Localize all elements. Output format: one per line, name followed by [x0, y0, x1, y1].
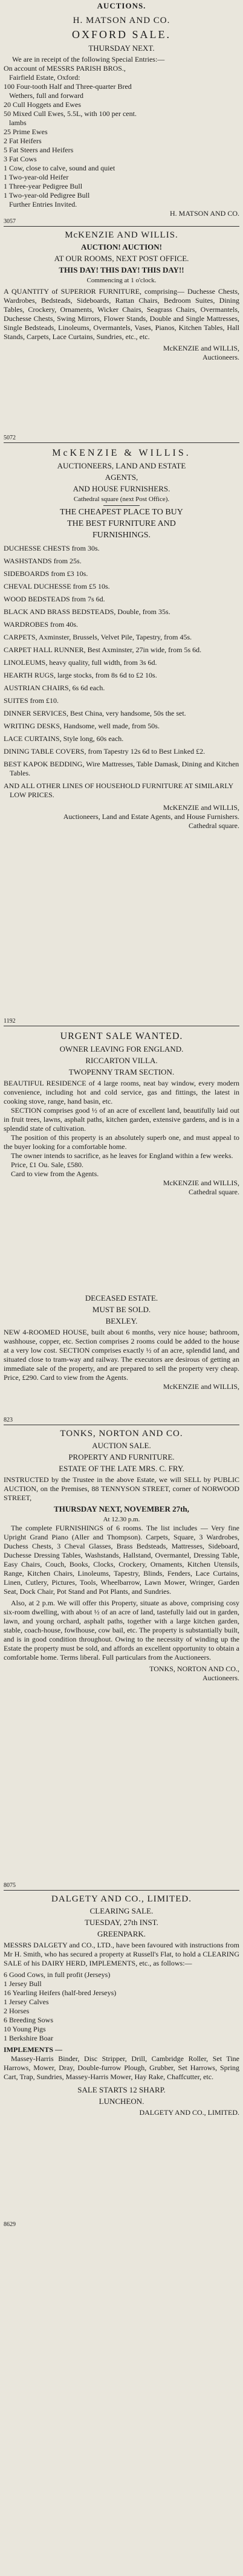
mckenzie-price-item: LINOLEUMS, heavy quality, full width, from 3s 6d. — [4, 658, 157, 667]
dalgety-ref: 8629 — [4, 2221, 16, 2228]
matson-entry-line: 5 Fat Steers and Heifers — [4, 146, 74, 154]
mckenzie-signature-name: McKENZIE and WILLIS, — [163, 344, 239, 352]
dalgety-stock-item: 6 Breeding Sows — [4, 2016, 53, 2024]
urgent-signature-2: Cathedral square. — [189, 1188, 239, 1196]
mckenzie-time: Commencing at 1 o'clock. — [86, 277, 157, 284]
tonks-body-3: Also, at 2 p.m. We will offer this Property, situate as above, comprising cosy six-room dwelling, with about ½ of an acre of land, tastefully laid out in garden, lawn, and young orchard, asphalt paths, together with a large kitchen garden, stable, coach-house, fowlhouse, cow bail, etc. The property is substantially built, and is in good condition throughout. Owing to the necessity of winding up the Estate the property must be sold, and affords an excellent opportunity to obtain a comfortable home. Terms liberal. Full particulars from the Auctioneers. — [4, 1599, 239, 1662]
matson-entry-line: Wethers, full and forward — [4, 91, 83, 100]
dalgety-heading: CLEARING SALE. — [89, 1906, 154, 1915]
mckenzie-auction-advert — [4, 227, 239, 443]
dalgety-signature: DALGETY AND CO., LIMITED. — [139, 2108, 239, 2117]
urgent-sale-advert — [4, 1026, 239, 1289]
matson-entry-line: Fairfield Estate, Oxford: — [4, 73, 80, 82]
matson-entry-line: 25 Prime Ewes — [4, 128, 48, 136]
mckenzie-furnishers-ref: 1192 — [4, 1018, 16, 1024]
tonks-ref: 8075 — [4, 1882, 16, 1889]
urgent-heading: URGENT SALE WANTED. — [60, 1031, 183, 1041]
matson-entry-line: 20 Cull Hoggets and Ewes — [4, 100, 81, 109]
matson-entry-list — [4, 64, 239, 209]
mckenzie-price-item: WRITING DESKS, Handsome, well made, from 50s. — [4, 722, 160, 730]
dalgety-luncheon: LUNCHEON. — [99, 2097, 144, 2106]
dalgety-stock-list — [4, 1970, 239, 2043]
matson-entry-line: 3 Fat Cows — [4, 155, 37, 163]
mckenzie-headline-3: FURNISHINGS. — [92, 531, 151, 540]
matson-title: OXFORD SALE. — [71, 28, 171, 40]
matson-entry-line: 1 Two-year-old Heifer — [4, 173, 69, 181]
mckenzie-price-item: SIDEBOARDS from £3 10s. — [4, 569, 88, 578]
urgent-body-4: The owner intends to sacrifice, as he leaves for England within a few weeks. — [11, 1151, 233, 1160]
mckenzie-furnishers-signature-2: Auctioneers, Land and Estate Agents, and House Furnishers. — [63, 812, 239, 821]
dalgety-advert — [4, 1891, 239, 2229]
mckenzie-price-item: HEARTH RUGS, large stocks, from 8s 6d to £2 10s. — [4, 671, 157, 679]
tonks-signature-2: Auctioneers. — [202, 1674, 239, 1682]
tonks-heading-3: ESTATE OF THE LATE MRS. C. FRY. — [59, 1464, 184, 1473]
urgent-tram: TWOPENNY TRAM SECTION. — [68, 1067, 175, 1076]
dalgety-start: SALE STARTS 12 SHARP. — [77, 2085, 166, 2094]
mckenzie-sub1: AUCTIONEERS, LAND AND ESTATE — [57, 461, 186, 470]
mckenzie-headline-2: THE BEST FURNITURE AND — [67, 519, 176, 528]
mckenzie-furnishers-advert — [4, 443, 239, 1026]
deceased-heading-1: DECEASED ESTATE. — [85, 1293, 158, 1303]
mckenzie-price-item: WASHSTANDS from 25s. — [4, 557, 82, 565]
matson-entry-line: 50 Mixed Cull Ewes, 5.5L, with 100 per cent. — [4, 109, 137, 118]
mckenzie-furnishers-signature-1: McKENZIE and WILLIS, — [163, 803, 239, 812]
dalgety-day: TUESDAY, 27th INST. — [85, 1918, 158, 1927]
mckenzie-furnishers-signature-3: Cathedral square. — [189, 821, 239, 830]
deceased-heading-2: MUST BE SOLD. — [92, 1305, 151, 1314]
tonks-body-1: INSTRUCTED by the Trustee in the above Estate, we will SELL by PUBLIC AUCTION, on the Premises, 88 TENNYSON STREET, corner of NORWOOD STREET, — [4, 1475, 239, 1502]
urgent-body-1: BEAUTIFUL RESIDENCE of 4 large rooms, neat bay window, every modern convenience, including hot and cold service, gas and fittings, the latest in cooking stove, range, hand basin, etc. — [4, 1079, 239, 1105]
mckenzie-price-item: AUSTRIAN CHAIRS, 6s 6d each. — [4, 684, 105, 692]
mckenzie-signature-title: Auctioneers. — [202, 353, 239, 361]
tonks-firm: TONKS, NORTON AND CO. — [60, 1429, 183, 1438]
dalgety-stock-item: 2 Horses — [4, 2007, 30, 2015]
urgent-owner: OWNER LEAVING FOR ENGLAND. — [59, 1044, 184, 1053]
dalgety-stock-item: 16 Yearling Heifers (half-bred Jerseys) — [4, 1989, 117, 1997]
dalgety-place: GREENPARK. — [97, 1929, 146, 1938]
matson-entry-line: 100 Four-tooth Half and Three-quarter Bred — [4, 82, 132, 91]
matson-entry-line: 1 Two-year-old Pedigree Bull — [4, 191, 90, 199]
tonks-body-2: The complete FURNISHINGS of 6 rooms. The list includes — Very fine Upright Grand Piano (Aller and Thompson). Carpets, Square, 3 Wardrobes, Duchess Chests, 3 Cheval Glasses, Brass Bedsteads, Mattresses, Sideboard, Duchesse Dressing Tables, Washstands, Hallstand, Overmantel, Dressing Table, Easy Chairs, Couch, Books, Clocks, Crockery, Ornaments, Kitchen Utensils, Range, Kitchen Chairs, Linoleums, Tapestry, Blinds, Fenders, Lace Curtains, Linen, Cutlery, Pictures, Tools, Wheelbarrow, Lawn Mower, Wringer, Garden Seat, Dock Chair, Pot Stand and Pot Plants, and Sundries. — [4, 1524, 239, 1596]
tonks-date: THURSDAY NEXT, NOVEMBER 27th, — [54, 1504, 189, 1513]
matson-signature: H. MATSON AND CO. — [169, 209, 239, 218]
deceased-ref: 823 — [4, 1417, 13, 1423]
mckenzie-firm: McKENZIE AND WILLIS. — [65, 230, 178, 240]
matson-entry-line: lambs — [4, 118, 27, 127]
tonks-norton-advert — [4, 1425, 239, 1891]
mckenzie-price-item: CHEVAL DUCHESSE from £5 10s. — [4, 582, 110, 591]
dalgety-firm: DALGETY AND CO., LIMITED. — [51, 1894, 192, 1904]
dalgety-implements: Massey-Harris Binder, Disc Stripper, Drill, Cambridge Roller, Set Tine Harrows, Mower, Dray, Double-furrow Plough, Grubber, Set Harrows, Spring Cart, Trap, Sundries, Massey-Harris Mower, Hay Rake, Chaffcutter, etc. — [4, 2054, 239, 2081]
mckenzie-address: Cathedral square (next Post Office). — [73, 496, 170, 503]
matson-intro: We are in receipt of the following Special Entries:— — [12, 55, 165, 63]
urgent-card: Card to view from the Agents. — [11, 1170, 99, 1178]
mckenzie-sub2: AGENTS, — [105, 473, 138, 482]
dalgety-implements-heading: IMPLEMENTS — — [4, 2045, 63, 2054]
urgent-body-2: SECTION comprises good ½ of an acre of excellent land, beautifully laid out in fruit trees, lawns, asphalt paths, kitchen garden, extensive gardens, and is in a splendid state of cultivation. — [4, 1106, 239, 1133]
mckenzie-price-item: BLACK AND BRASS BEDSTEADS, Double, from 35s. — [4, 607, 170, 616]
mckenzie-furnishers-firm: McKENZIE & WILLIS. — [52, 448, 191, 458]
urgent-place: RICCARTON VILLA. — [85, 1056, 158, 1065]
matson-entry-line: 1 Three-year Pedigree Bull — [4, 182, 83, 190]
mckenzie-price-item: LACE CURTAINS, Style long, 60s each. — [4, 734, 124, 743]
dalgety-stock-item: 10 Young Pigs — [4, 2025, 46, 2033]
section-heading: AUCTIONS. — [97, 1, 146, 10]
mckenzie-location: AT OUR ROOMS, NEXT POST OFFICE. — [54, 254, 189, 263]
mckenzie-headline-1: THE CHEAPEST PLACE TO BUY — [60, 508, 183, 517]
dalgety-stock-item: 1 Jersey Calves — [4, 1998, 49, 2006]
mckenzie-body: A QUANTITY of SUPERIOR FURNITURE, comprising— Duchesse Chests, Wardrobes, Bedsteads, Sideboards, Rattan Chairs, Bedroom Suites, Dining Tables, Crockery, Ornaments, Wicker Chairs, Seagrass Chairs, Overmantels, Duchesse Chests, Swing Mirrors, Flower Stands, Double and Single Mattresses, Single Bedsteads, Linoleums, Overmantels, Vases, Pianos, Kitchen Tables, Hall Stands, Carpets, Lace Curtains, Sundries, etc., etc. — [4, 287, 239, 341]
deceased-signature: McKENZIE and WILLIS, — [163, 1382, 239, 1391]
mckenzie-price-item: SUITES from £10. — [4, 696, 59, 705]
tonks-heading-2: PROPERTY AND FURNITURE. — [68, 1452, 175, 1461]
tonks-signature-1: TONKS, NORTON AND CO., — [149, 1665, 239, 1673]
matson-entry-line: 2 Fat Heifers — [4, 137, 42, 145]
dalgety-stock-item: 1 Jersey Bull — [4, 1979, 42, 1988]
mckenzie-price-item: CARPET HALL RUNNER, Best Axminster, 27in wide, from 5s 6d. — [4, 646, 202, 654]
divider — [103, 505, 140, 506]
mckenzie-sub3: AND HOUSE FURNISHERS. — [73, 484, 170, 493]
matson-entry-line: 1 Cow, close to calve, sound and quiet — [4, 164, 115, 172]
matson-advert — [4, 12, 239, 227]
mckenzie-day: THIS DAY! THIS DAY! THIS DAY!! — [59, 265, 184, 274]
mckenzie-price-item: DUCHESSE CHESTS from 30s. — [4, 544, 100, 552]
deceased-place: BEXLEY. — [105, 1316, 138, 1325]
mckenzie-price-item: CARPETS, Axminster, Brussels, Velvet Pile, Tapestry, from 45s. — [4, 633, 192, 641]
mckenzie-price-item: DINNER SERVICES, Best China, very handsome, 50s the set. — [4, 709, 186, 717]
dalgety-body: MESSRS DALGETY and CO., LTD., have been favoured with instructions from Mr H. Smith, who has secured a property at Russell's Flat, to hold a CLEARING SALE of his DAIRY HERD, IMPLEMENTS, etc., as follows:— — [4, 1941, 239, 1967]
mckenzie-price-list — [4, 544, 239, 800]
deceased-body: NEW 4-ROOMED HOUSE, built about 6 months, very nice house; bathroom, washhouse, copper, etc. Section comprises 2 rooms could be added to the house at a very low cost. SECTION comprises exactly ½ of an acre, splendid land, and situated close to tram-way and railway. The executors are desirous of getting an immediate sale of the property, and are prepared to sell the property very cheap. Price, £290. Card to view from the Agents. — [4, 1328, 239, 1382]
mckenzie-price-item: WARDROBES from 40s. — [4, 620, 79, 629]
mckenzie-price-item: WOOD BEDSTEADS from 7s 6d. — [4, 595, 105, 603]
matson-ref: 3057 — [4, 218, 16, 225]
mckenzie-price-item: AND ALL OTHER LINES OF HOUSEHOLD FURNITURE AT SIMILARLY LOW PRICES. — [4, 782, 235, 799]
deceased-estate-advert — [4, 1289, 239, 1425]
mckenzie-auction-heading: AUCTION! AUCTION! — [81, 242, 162, 251]
mckenzie-ref: 5072 — [4, 435, 16, 441]
dalgety-stock-item: 1 Berkshire Boar — [4, 2034, 53, 2042]
dalgety-stock-item: 6 Good Cows, in full profit (Jerseys) — [4, 1970, 111, 1979]
tonks-heading-1: AUCTION SALE. — [92, 1441, 151, 1450]
tonks-time: At 12.30 p.m. — [103, 1516, 140, 1523]
urgent-signature-1: McKENZIE and WILLIS, — [163, 1179, 239, 1187]
matson-firm: H. MATSON AND CO. — [73, 16, 170, 25]
urgent-body-3: The position of this property is an absolutely superb one, and must appeal to the buyer looking for a comfortable home. — [4, 1133, 239, 1151]
mckenzie-price-item: BEST KAPOK BEDDING, Wire Mattresses, Table Damask, Dining and Kitchen Tables. — [4, 760, 241, 777]
matson-day: THURSDAY NEXT. — [88, 44, 155, 53]
matson-entry-line: Further Entries Invited. — [4, 200, 77, 209]
urgent-price: Price, £1 Ou. Sale, £580. — [11, 1160, 83, 1169]
matson-entry-line: On account of MESSRS PARISH BROS., — [4, 64, 126, 73]
mckenzie-price-item: DINING TABLE COVERS, from Tapestry 12s 6d to Best Linked £2. — [4, 747, 206, 756]
